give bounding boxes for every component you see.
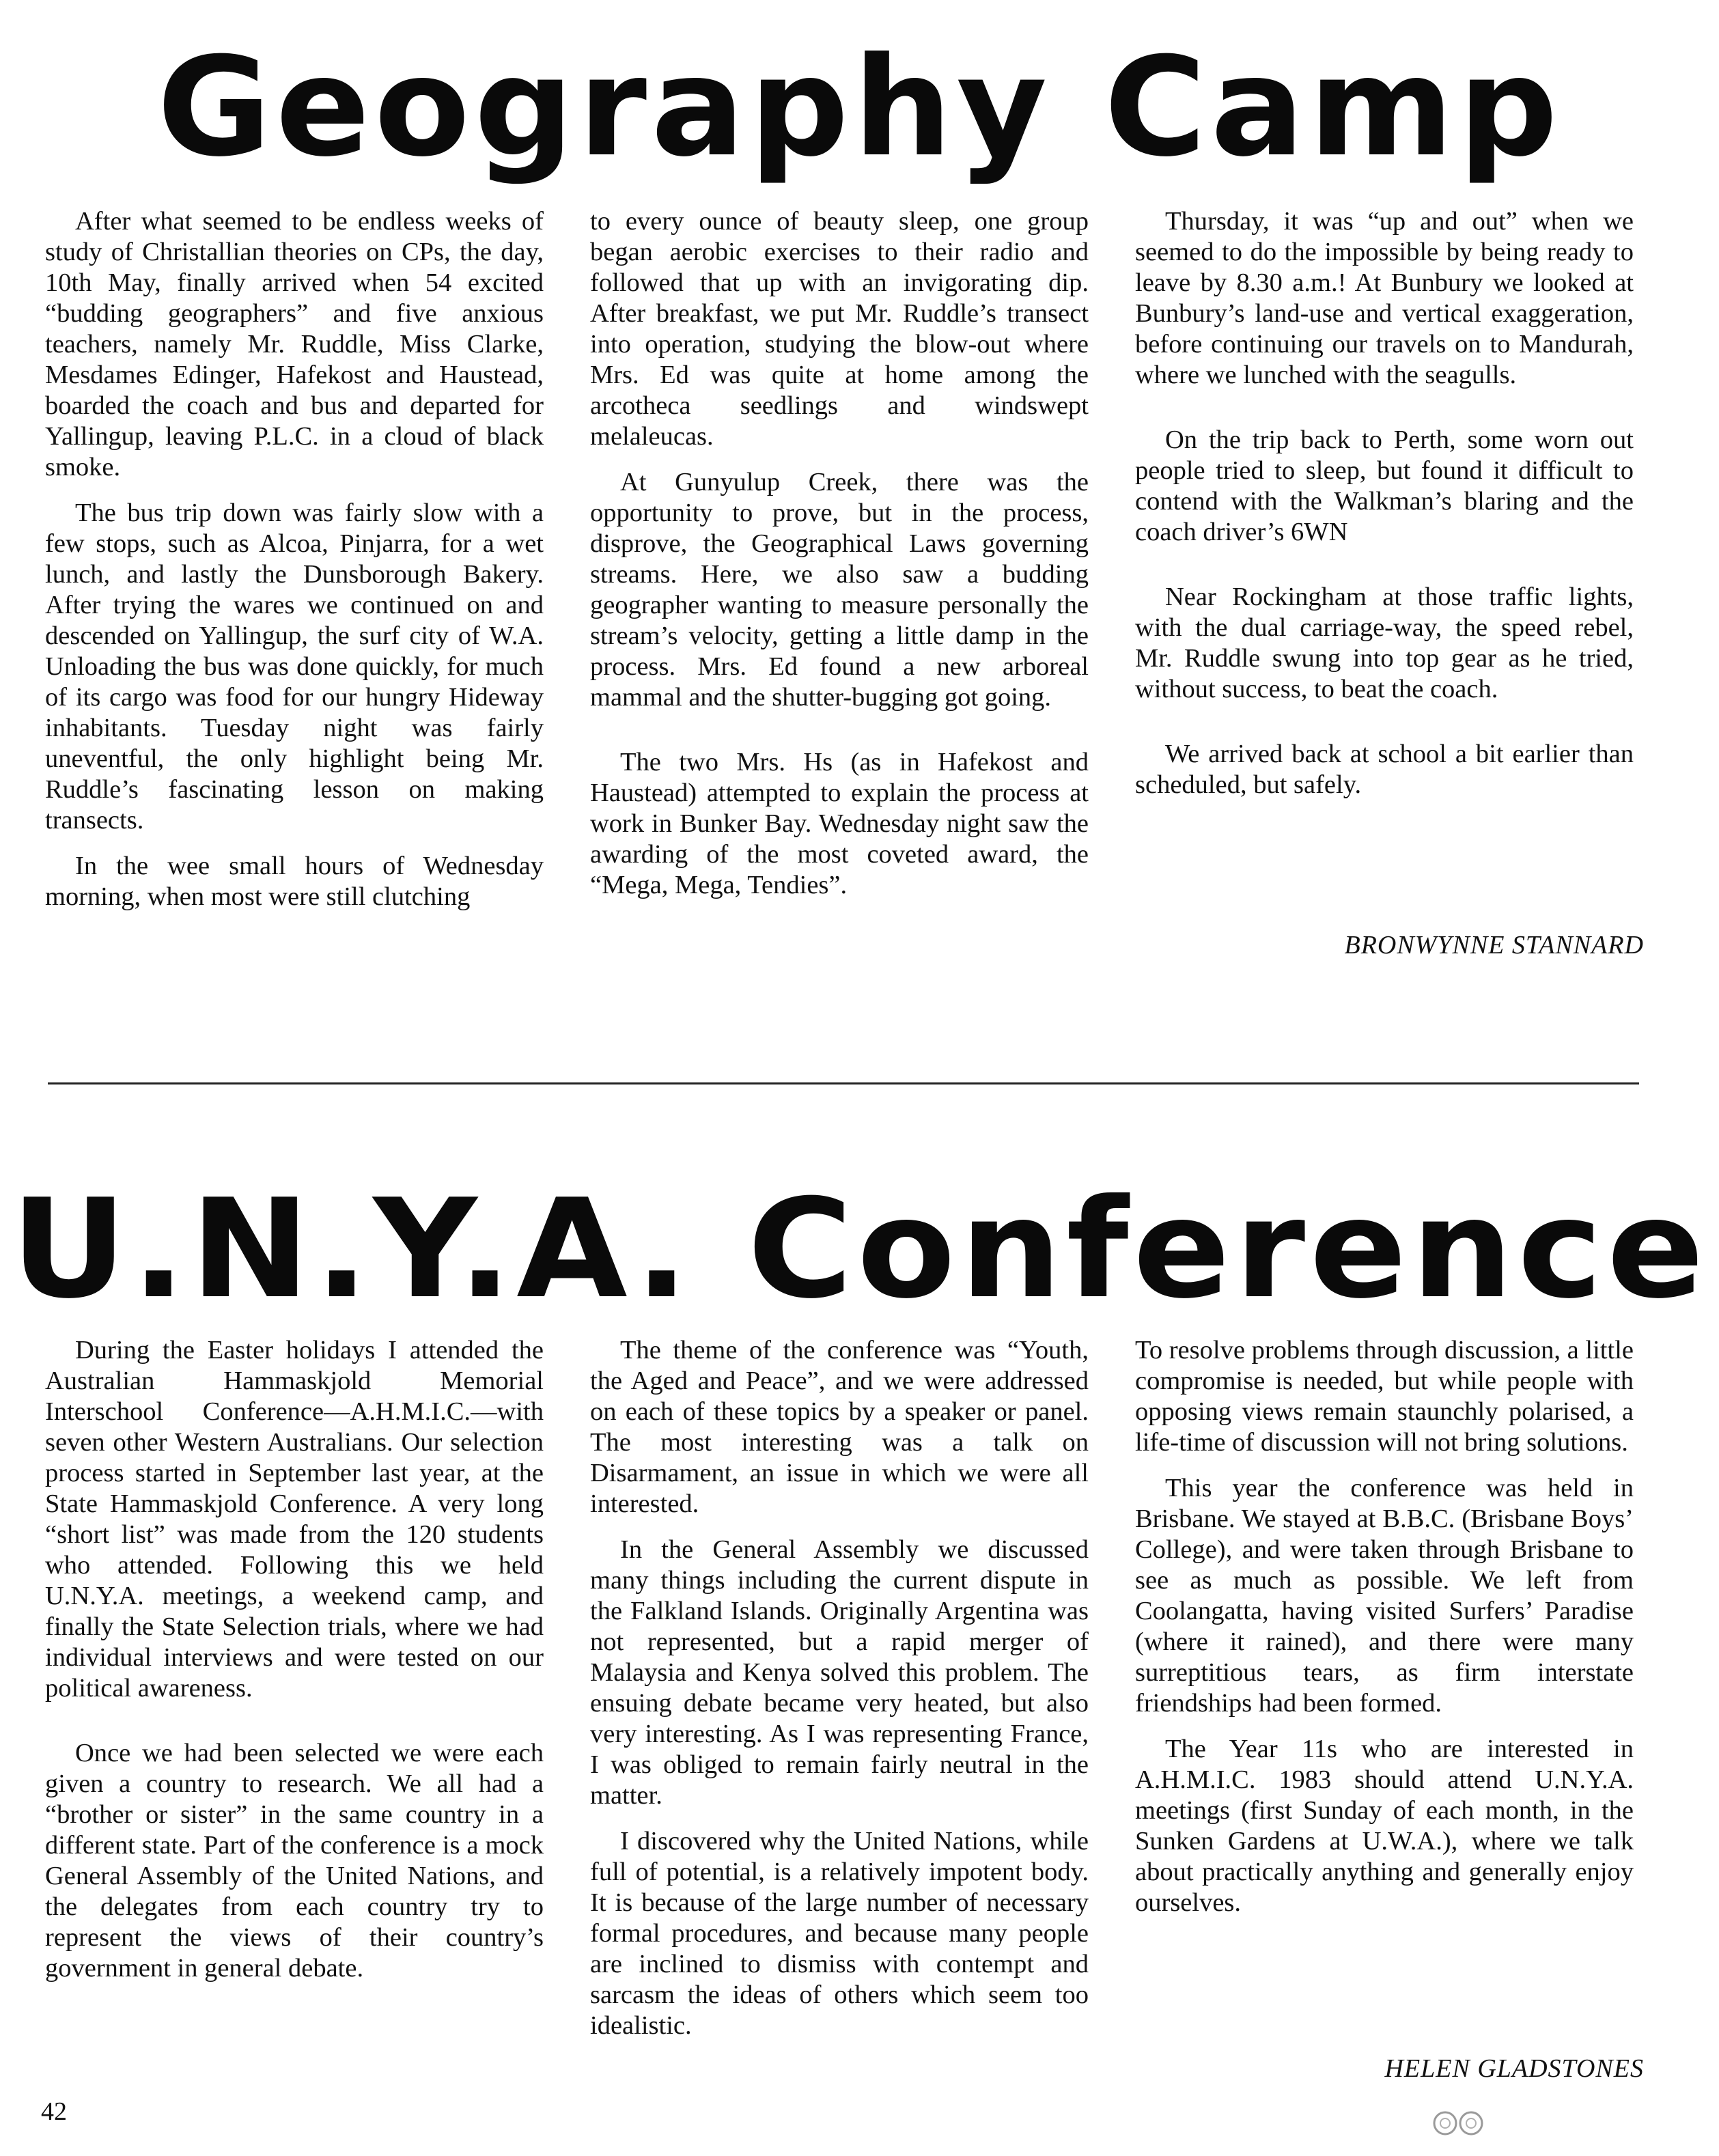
paragraph: We arrived back at school a bit earlier than scheduled, but safely.: [1135, 740, 1634, 799]
author-byline-unya: HELEN GLADSTONES: [1384, 2054, 1644, 2083]
paragraph: Once we had been selected we were each given a country to research. We all had a “brother or sister” in the same country in a different state. Part of the conference is a mock General Assembly of the United Nations, and the delegates from each country try to represent the views of their country’s government in general debate.: [45, 1739, 544, 1983]
paragraph: In the General Assembly we discussed many things including the current dispute in the Falkland Islands. Originally Argentina was not represented, but a rapid merger of Malaysia and Kenya solved this problem. The ensuing debate became very heated, but also very interesting. As I was representing France, I was obliged to remain fairly neutral in the matter.: [590, 1535, 1089, 1810]
paragraph: The bus trip down was fairly slow with a few stops, such as Alcoa, Pinjarra, for a wet lunch, and lastly the Dunsborough Bakery. After trying the wares we continued on and descended on Yallingup, the surf city of W.A. Unloading the bus was done quickly, for much of its cargo was food for our hungry Hideway inhabitants. Tuesday night was fairly uneventful, the only highlight being Mr. Ruddle’s fascinating lesson on making transects.: [45, 499, 544, 835]
paragraph: At Gunyulup Creek, there was the opportunity to prove, but in the process, disprove, the Geographical Laws governing streams. Here, we also saw a budding geographer wanting to measure personally the stream’s velocity, getting a little damp in the process. Mrs. Ed found a new arboreal mammal and the shutter-bugging got going.: [590, 468, 1089, 712]
paragraph: The theme of the conference was “Youth, the Aged and Peace”, and we were addressed on each of these topics by a speaker or panel. The most interesting was a talk on Disarmament, an issue in which we were all interested.: [590, 1336, 1089, 1518]
unya-column-3: [1135, 1335, 1634, 1933]
paragraph: Thursday, it was “up and out” when we seemed to do the impossible by being ready to leave by 8.30 a.m.! At Bunbury we looked at Bunbury’s land-use and vertical exaggeration, before continuing our travels on to Mandurah, where we lunched with the seagulls.: [1135, 207, 1634, 389]
geography-column-1: [45, 206, 544, 927]
paragraph: I discovered why the United Nations, while full of potential, is a relatively impotent body. It is because of the large number of necessary formal procedures, and because many people are inclined to dismiss with contempt and sarcasm the ideas of others which seem too idealistic.: [590, 1827, 1089, 2040]
paragraph: The Year 11s who are interested in A.H.M.I.C. 1983 should attend U.N.Y.A. meetings (first Sunday of each month, in the Sunken Gardens at U.W.A.), where we talk about practically anything and generally enjoy ourselves.: [1135, 1735, 1634, 1917]
paragraph: The two Mrs. Hs (as in Hafekost and Haustead) attempted to explain the process at work in Bunker Bay. Wednesday night saw the awarding of the most coveted award, the “Mega, Mega, Tendies”.: [590, 748, 1089, 899]
paragraph: On the trip back to Perth, some worn out people tried to sleep, but found it difficult to contend with the Walkman’s blaring and the coach driver’s 6WN: [1135, 425, 1634, 546]
geography-column-2: [590, 206, 1089, 916]
unya-column-1: [45, 1335, 544, 1999]
paragraph: During the Easter holidays I attended the Australian Hammaskjold Memorial Interschool Conference—A.H.M.I.C.—with seven other Western Australians. Our selection process started in September last year, at the State Hammaskjold Conference. A very long “short list” was made from the 120 students who attended. Following this we held U.N.Y.A. meetings, a weekend camp, and finally the State Selection trials, where we had individual interviews and were tested on our political awareness.: [45, 1336, 544, 1703]
author-byline-geography: BRONWYNNE STANNARD: [1344, 931, 1644, 960]
unya-column-2: [590, 1335, 1089, 2056]
paragraph: This year the conference was held in Brisbane. We stayed at B.B.C. (Brisbane Boys’ College), and were taken through Brisbane to see as much as possible. We left from Coolangatta, having visited Surfers’ Paradise (where it rained), and there were many surreptitious tears, as firm interstate friendships had been formed.: [1135, 1474, 1634, 1718]
article-title-unya: U.N.Y.A. Conference: [10, 1170, 1709, 1329]
paragraph: To resolve problems through discussion, a little compromise is needed, but while people with opposing views remain staunchly polarised, a life-time of discussion will not bring solutions.: [1135, 1336, 1634, 1457]
paragraph: In the wee small hours of Wednesday morning, when most were still clutching: [45, 852, 544, 911]
geography-column-3: [1135, 206, 1634, 815]
page-number: 42: [41, 2097, 67, 2126]
decorative-stamp-mark: [1427, 2107, 1489, 2140]
paragraph: Near Rockingham at those traffic lights, with the dual carriage-way, the speed rebel, Mr. Ruddle swung into top gear as he tried, without success, to beat the coach.: [1135, 583, 1634, 703]
section-divider: [48, 1082, 1639, 1084]
article-title-geography: Geography Camp: [156, 28, 1563, 187]
paragraph: to every ounce of beauty sleep, one group began aerobic exercises to their radio and followed that up with an invigorating dip. After breakfast, we put Mr. Ruddle’s transect into operation, studying the blow-out where Mrs. Ed was quite at home among the arcotheca seedlings and windswept melaleucas.: [590, 207, 1089, 451]
paragraph: After what seemed to be endless weeks of study of Christallian theories on CPs, the day, 10th May, finally arrived when 54 excited “budding geographers” and five anxious teachers, namely Mr. Ruddle, Miss Clarke, Mesdames Edinger, Hafekost and Haustead, boarded the coach and bus and departed for Yallingup, leaving P.L.C. in a cloud of black smoke.: [45, 207, 544, 481]
